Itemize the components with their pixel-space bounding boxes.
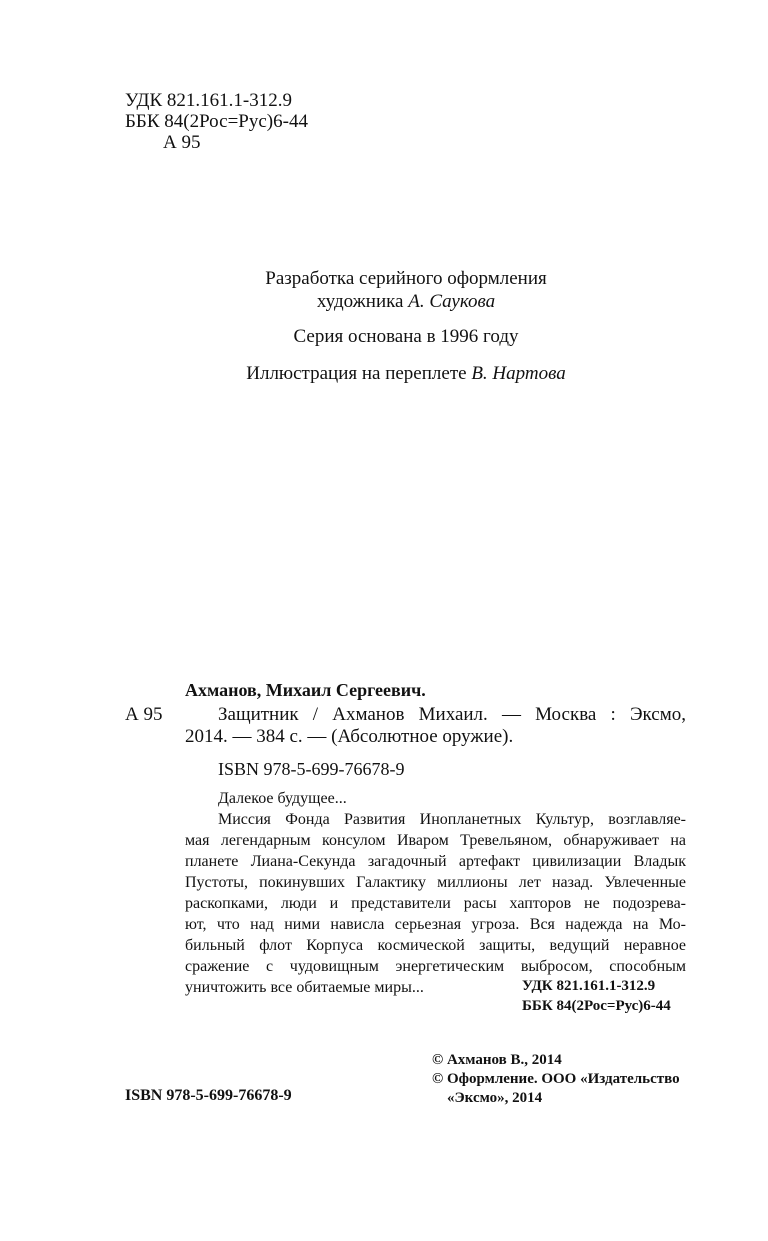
- design-artist-name: А. Саукова: [408, 291, 496, 312]
- annotation-line: планете Лиана-Секунда загадочный артефакт цивилизации Владык: [185, 853, 686, 870]
- annotation-line: ют, что над ними нависла серьезная угроза. Вся надежда на Мо-: [185, 916, 686, 933]
- title-statement-line2: 2014. — 384 с. — (Абсолютное оружие).: [185, 726, 514, 747]
- illustration-prefix: Иллюстрация на переплете: [246, 363, 472, 384]
- copyright-design-line1: © Оформление. ООО «Издательство: [432, 1071, 680, 1087]
- annotation: [185, 788, 686, 998]
- annotation-line: Миссия Фонда Развития Инопланетных Культур, возглавляе-: [218, 811, 686, 828]
- illustration-credit: [100, 363, 712, 385]
- copyright-design-line2: «Эксмо», 2014: [447, 1090, 543, 1106]
- record-author-mark: А 95: [125, 704, 163, 725]
- bbk-code: ББК 84(2Рос=Рус)6-44: [125, 111, 308, 132]
- annotation-line: мая легендарным консулом Иваром Тревельяном, обнаруживает на: [185, 832, 686, 849]
- author-heading: Ахманов, Михаил Сергеевич.: [185, 680, 426, 700]
- imprint-isbn: ISBN 978-5-699-76678-9: [125, 1087, 292, 1104]
- annotation-line: сражение с чудовищным энергетическим выбросом, способным: [185, 958, 686, 975]
- footer-bbk-code: ББК 84(2Рос=Рус)6-44: [522, 998, 671, 1014]
- annotation-line: Пустоты, покинувших Галактику миллионы лет назад. Увлеченные: [185, 874, 686, 891]
- design-credit-prefix: художника: [316, 291, 409, 312]
- title-statement-line1: Защитник / Ахманов Михаил. — Москва : Эксмо,: [218, 704, 686, 725]
- footer-udk-code: УДК 821.161.1-312.9: [522, 978, 656, 994]
- annotation-line: бильный флот Корпуса космической защиты, ведущий неравное: [185, 937, 686, 954]
- record-isbn: ISBN 978-5-699-76678-9: [218, 759, 405, 779]
- copyright-author: © Ахманов В., 2014: [432, 1052, 562, 1068]
- series-founded: Серия основана в 1996 году: [293, 326, 519, 347]
- annotation-line: Далекое будущее...: [218, 790, 347, 807]
- annotation-line: уничтожить все обитаемые миры...: [185, 979, 424, 996]
- annotation-line: раскопками, люди и представители расы хапторов не подозрева-: [185, 895, 686, 912]
- design-credit-line2: [100, 291, 712, 313]
- illustration-artist-name: В. Нартова: [471, 363, 566, 384]
- author-mark: А 95: [163, 132, 201, 153]
- udk-code: УДК 821.161.1-312.9: [125, 90, 292, 111]
- design-credit-line1: Разработка серийного оформления: [265, 268, 547, 289]
